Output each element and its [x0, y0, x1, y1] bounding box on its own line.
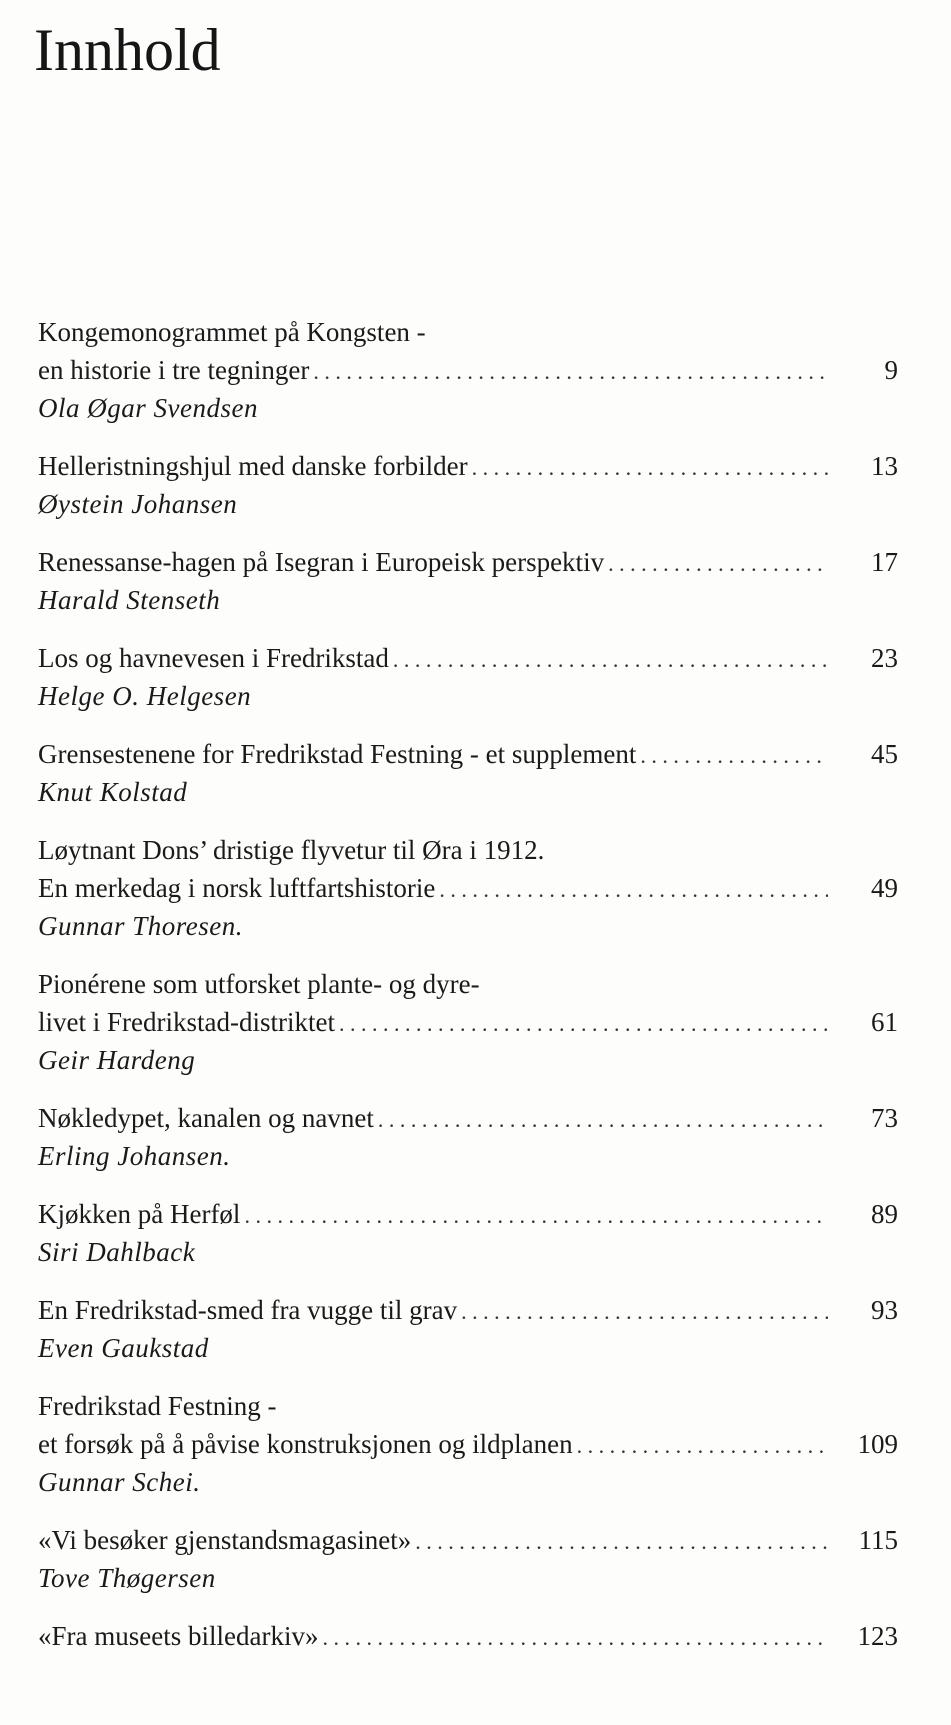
entry-spacer: [38, 619, 898, 639]
page-number: 89: [871, 1199, 898, 1229]
entry-title-text: Kjøkken på Herføl: [38, 1199, 241, 1229]
entry-spacer: [38, 1079, 898, 1099]
page-number: 9: [884, 355, 898, 385]
entry-title-text: «Vi besøker gjenstandsmagasinet»: [38, 1525, 412, 1555]
entry-title-line: [38, 543, 898, 581]
entry-author: Helge O. Helgesen: [38, 681, 252, 711]
entry-title-line: [38, 831, 898, 869]
dot-leader: [393, 641, 828, 679]
toc-entry: [38, 447, 898, 523]
toc-entry: [38, 735, 898, 811]
toc-entry: [38, 1387, 898, 1501]
entry-author: Øystein Johansen: [38, 489, 238, 519]
toc-entry: [38, 1195, 898, 1271]
page-number: 13: [871, 451, 898, 481]
entry-spacer: [38, 945, 898, 965]
toc-entry: [38, 1099, 898, 1175]
entry-spacer: [38, 427, 898, 447]
page-number: 23: [871, 643, 898, 673]
entry-author: Tove Thøgersen: [38, 1563, 216, 1593]
toc-entry: [38, 543, 898, 619]
entry-title-text: Helleristningshjul med danske forbilder: [38, 451, 468, 481]
entry-title-text: en historie i tre tegninger: [38, 355, 310, 385]
page-number: 73: [871, 1103, 898, 1133]
entry-title-text: En Fredrikstad-smed fra vugge til grav: [38, 1295, 458, 1325]
entry-title-text: Nøkledypet, kanalen og navnet: [38, 1103, 374, 1133]
entry-author: Siri Dahlback: [38, 1237, 196, 1267]
dot-leader: [439, 871, 828, 909]
entry-title-text: En merkedag i norsk luftfartshistorie: [38, 873, 436, 903]
entry-title-text: Los og havnevesen i Fredrikstad: [38, 643, 389, 673]
entry-title-line: [38, 639, 898, 677]
entry-title-line: [38, 447, 898, 485]
page-number: 115: [858, 1525, 898, 1555]
entry-title-text: Løytnant Dons’ dristige flyvetur til Øra i 1912.: [38, 835, 545, 865]
entry-title-line: [38, 1521, 898, 1559]
dot-leader: [577, 1427, 828, 1465]
toc-entry: [38, 1521, 898, 1597]
entry-author: Even Gaukstad: [38, 1333, 209, 1363]
page-number: 45: [871, 739, 898, 769]
toc-entry: [38, 1617, 898, 1655]
dot-leader: [415, 1523, 828, 1561]
entry-author: Harald Stenseth: [38, 585, 221, 615]
entry-title-text: Pionérene som utforsket plante- og dyre-: [38, 969, 480, 999]
entry-title-text: et forsøk på å påvise konstruksjonen og ildplanen: [38, 1429, 573, 1459]
entry-author: Gunnar Thoresen.: [38, 911, 244, 941]
entry-title-text: «Fra museets billedarkiv»: [38, 1621, 319, 1651]
entry-title-line: [38, 1099, 898, 1137]
entry-spacer: [38, 1597, 898, 1617]
page-number: 109: [857, 1429, 898, 1459]
page-number: 61: [871, 1007, 898, 1037]
entry-spacer: [38, 1271, 898, 1291]
table-of-contents: [38, 313, 898, 1655]
dot-leader: [339, 1005, 828, 1043]
page-number: 93: [871, 1295, 898, 1325]
entry-author: Erling Johansen.: [38, 1141, 231, 1171]
entry-title-line: [38, 1425, 898, 1463]
toc-entry: [38, 1291, 898, 1367]
entry-spacer: [38, 1175, 898, 1195]
dot-leader: [244, 1197, 828, 1235]
entry-title-line: [38, 965, 898, 1003]
entry-title-line: [38, 1387, 898, 1425]
dot-leader: [322, 1619, 828, 1657]
dot-leader: [640, 737, 828, 775]
dot-leader: [608, 545, 828, 583]
entry-title-line: [38, 1003, 898, 1041]
toc-entry: [38, 965, 898, 1079]
page-number: 123: [857, 1621, 898, 1651]
entry-title-text: Fredrikstad Festning -: [38, 1391, 277, 1421]
entry-author: Gunnar Schei.: [38, 1467, 201, 1497]
entry-spacer: [38, 523, 898, 543]
dot-leader: [472, 449, 828, 487]
entry-title-line: [38, 735, 898, 773]
entry-title-line: [38, 869, 898, 907]
page-number: 49: [871, 873, 898, 903]
entry-title-text: Grensestenene for Fredrikstad Festning - et supplement: [38, 739, 637, 769]
entry-author: Ola Øgar Svendsen: [38, 393, 258, 423]
entry-title-line: [38, 1195, 898, 1233]
entry-author: Geir Hardeng: [38, 1045, 196, 1075]
page-number: 17: [871, 547, 898, 577]
entry-title-line: [38, 313, 898, 351]
dot-leader: [461, 1293, 828, 1331]
entry-title-text: livet i Fredrikstad-distriktet: [38, 1007, 335, 1037]
entry-author: Knut Kolstad: [38, 777, 188, 807]
entry-title-line: [38, 1617, 898, 1655]
entry-title-line: [38, 351, 898, 389]
entry-spacer: [38, 715, 898, 735]
dot-leader: [378, 1101, 828, 1139]
entry-title-text: Renessanse-hagen på Isegran i Europeisk perspektiv: [38, 547, 605, 577]
entry-spacer: [38, 811, 898, 831]
dot-leader: [313, 353, 828, 391]
toc-entry: [38, 639, 898, 715]
entry-spacer: [38, 1367, 898, 1387]
toc-entry: [38, 831, 898, 945]
entry-spacer: [38, 1501, 898, 1521]
entry-title-text: Kongemonogrammet på Kongsten -: [38, 317, 426, 347]
toc-entry: [38, 313, 898, 427]
entry-title-line: [38, 1291, 898, 1329]
page-title: Innhold: [34, 17, 221, 83]
